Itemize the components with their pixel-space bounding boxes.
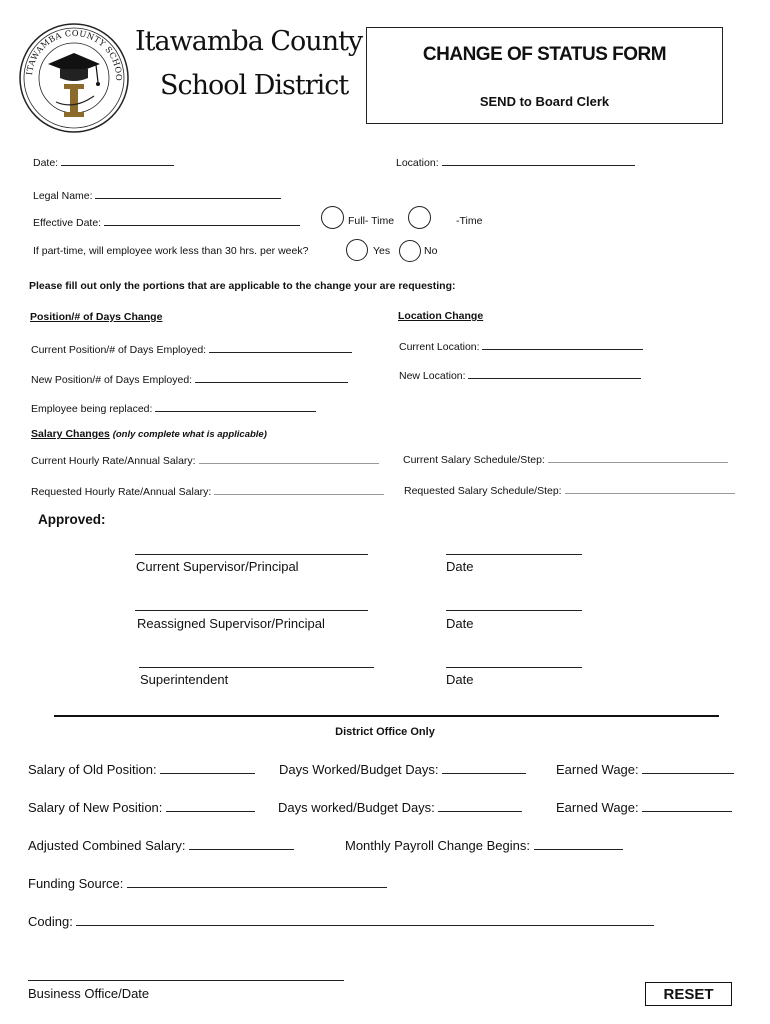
part-time-question: If part-time, will employee work less than 30 hrs. per week? (33, 245, 309, 257)
funding-source-input[interactable] (127, 877, 387, 888)
seal-icon (18, 22, 130, 134)
legal-name-label: Legal Name: (33, 190, 93, 202)
effective-date-field[interactable] (33, 215, 300, 229)
superintendent-date-line[interactable] (446, 667, 582, 668)
current-rate-label: Current Hourly Rate/Annual Salary: (31, 455, 196, 467)
earned-wage-1-field[interactable] (556, 762, 734, 777)
requested-schedule-field[interactable] (404, 483, 735, 497)
no-radio[interactable] (399, 240, 421, 262)
current-schedule-label: Current Salary Schedule/Step: (403, 454, 545, 466)
supervisor-signature-label: Current Supervisor/Principal (136, 559, 299, 574)
current-position-label: Current Position/# of Days Employed: (31, 344, 207, 356)
payroll-change-input[interactable] (534, 839, 623, 850)
position-heading: Position/# of Days Change (30, 311, 163, 323)
effective-date-input[interactable] (104, 215, 300, 226)
employee-replaced-input[interactable] (155, 401, 316, 412)
reassigned-date-line[interactable] (446, 610, 582, 611)
adjusted-salary-label: Adjusted Combined Salary: (28, 838, 186, 853)
earned-wage-1-label: Earned Wage: (556, 762, 639, 777)
effective-date-label: Effective Date: (33, 217, 102, 229)
coding-field[interactable] (28, 914, 654, 929)
current-schedule-field[interactable] (403, 452, 728, 466)
district-seal (18, 22, 130, 134)
reassigned-signature-line[interactable] (135, 610, 368, 611)
salary-note: (only complete what is applicable) (112, 429, 267, 440)
salary-heading-row (31, 428, 267, 440)
location-field[interactable] (396, 155, 635, 169)
new-position-input[interactable] (195, 372, 348, 383)
adjusted-salary-field[interactable] (28, 838, 294, 853)
approved-heading: Approved: (38, 512, 106, 527)
district-name-line1: Itawamba County (135, 26, 363, 57)
business-office-label: Business Office/Date (28, 986, 150, 1001)
reassigned-date-label: Date (446, 616, 474, 631)
location-label: Location: (396, 157, 439, 169)
days-worked-2-input[interactable] (438, 801, 522, 812)
salary-heading: Salary Changes (31, 428, 110, 440)
salary-new-label: Salary of New Position: (28, 800, 163, 815)
date-label: Date: (33, 157, 59, 169)
superintendent-signature-label: Superintendent (140, 672, 229, 687)
requested-schedule-label: Requested Salary Schedule/Step: (404, 485, 562, 497)
earned-wage-2-input[interactable] (642, 801, 732, 812)
supervisor-signature-line[interactable] (135, 554, 368, 555)
form-title-box (366, 27, 723, 124)
supervisor-date-label: Date (446, 559, 474, 574)
form-title: CHANGE OF STATUS FORM (422, 44, 667, 65)
district-name-line2: School District (160, 70, 349, 101)
earned-wage-2-field[interactable] (556, 800, 732, 815)
earned-wage-1-input[interactable] (642, 763, 734, 774)
svg-text:ITAWAMBA COUNTY SCHOOL DISTRIC: ITAWAMBA COUNTY SCHOO (24, 27, 125, 82)
earned-wage-2-label: Earned Wage: (556, 800, 639, 815)
days-worked-2-field[interactable] (278, 800, 522, 815)
current-location-field[interactable] (399, 339, 643, 353)
part-time-label: -Time (456, 215, 483, 227)
salary-old-label: Salary of Old Position: (28, 762, 157, 777)
supervisor-date-line[interactable] (446, 554, 582, 555)
new-position-label: New Position/# of Days Employed: (31, 374, 193, 386)
requested-rate-field[interactable] (31, 484, 384, 498)
requested-rate-input[interactable] (214, 484, 384, 495)
adjusted-salary-input[interactable] (189, 839, 294, 850)
current-position-field[interactable] (31, 342, 352, 356)
full-time-label: Full- Time (348, 215, 395, 227)
coding-input[interactable] (76, 915, 654, 926)
full-time-radio[interactable] (321, 206, 344, 229)
current-rate-field[interactable] (31, 453, 379, 467)
current-location-label: Current Location: (399, 341, 480, 353)
funding-source-field[interactable] (28, 876, 387, 891)
no-label: No (424, 245, 438, 257)
instructions: Please fill out only the portions that are applicable to the change your are requesting: (29, 280, 456, 292)
salary-old-field[interactable] (28, 762, 255, 777)
yes-label: Yes (373, 245, 391, 257)
requested-rate-label: Requested Hourly Rate/Annual Salary: (31, 486, 212, 498)
new-position-field[interactable] (31, 372, 348, 386)
location-heading: Location Change (398, 310, 484, 322)
reset-button[interactable]: RESET (645, 982, 732, 1006)
new-location-label: New Location: (399, 370, 466, 382)
business-office-line[interactable] (28, 980, 344, 981)
date-field[interactable] (33, 155, 174, 169)
current-rate-input[interactable] (199, 453, 379, 464)
send-to-label: SEND to Board Clerk (479, 94, 610, 109)
employee-replaced-label: Employee being replaced: (31, 403, 153, 415)
days-worked-1-field[interactable] (279, 762, 526, 777)
requested-schedule-input[interactable] (565, 483, 735, 494)
location-input[interactable] (442, 155, 635, 166)
district-office-heading: District Office Only (335, 726, 435, 738)
salary-new-input[interactable] (166, 801, 255, 812)
employee-replaced-field[interactable] (31, 401, 316, 415)
yes-radio[interactable] (346, 239, 368, 261)
reassigned-signature-label: Reassigned Supervisor/Principal (137, 616, 325, 631)
salary-new-field[interactable] (28, 800, 255, 815)
days-worked-1-input[interactable] (442, 763, 526, 774)
current-location-input[interactable] (482, 339, 643, 350)
new-location-input[interactable] (468, 368, 641, 379)
payroll-change-label: Monthly Payroll Change Begins: (345, 838, 530, 853)
date-input[interactable] (61, 155, 174, 166)
payroll-change-field[interactable] (345, 838, 623, 853)
funding-source-label: Funding Source: (28, 876, 124, 891)
days-worked-1-label: Days Worked/Budget Days: (279, 762, 439, 777)
superintendent-signature-line[interactable] (139, 667, 374, 668)
section-divider (54, 715, 719, 717)
current-position-input[interactable] (209, 342, 352, 353)
salary-old-input[interactable] (160, 763, 255, 774)
legal-name-field[interactable] (33, 188, 281, 202)
current-schedule-input[interactable] (548, 452, 728, 463)
coding-label: Coding: (28, 914, 73, 929)
part-time-radio[interactable] (408, 206, 431, 229)
legal-name-input[interactable] (95, 188, 281, 199)
superintendent-date-label: Date (446, 672, 474, 687)
new-location-field[interactable] (399, 368, 641, 382)
days-worked-2-label: Days worked/Budget Days: (278, 800, 435, 815)
